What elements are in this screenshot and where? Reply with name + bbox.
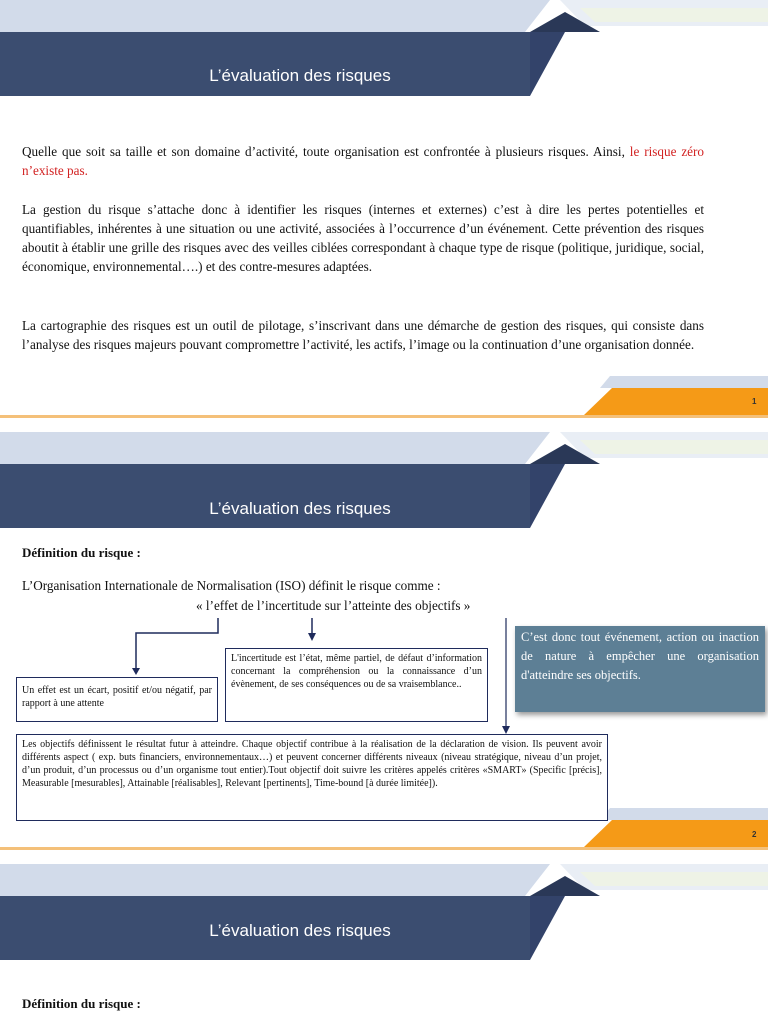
slide-3 xyxy=(0,864,768,1024)
slide-1-title: L’évaluation des risques xyxy=(209,66,391,85)
iso-definition-line: L’Organisation Internationale de Normalisation (ISO) définit le risque comme : xyxy=(22,578,441,593)
iso-quote: « l’effet de l’incertitude sur l’atteinte des objectifs » xyxy=(196,598,471,613)
slide-3-title: L’évaluation des risques xyxy=(209,921,391,940)
slide-2-heading: Définition du risque : xyxy=(22,545,141,560)
box-objectifs: Les objectifs définissent le résultat futur à atteindre. Chaque objectif contribue à la réalisation de la déclaration de vision. Ils peuvent avoir différents aspect ( exp. buts financiers, environnementaux…) et peuvent concerner différents niveaux (niveau stratégique, niveau d’un projet, d’un produit, d’un processus ou d’un organisme tout entier).Tout objectif doit suivre les critères appelés critères «SMART» (Specific [précis], Measurable [mesurables], Attainable [réalisables], Relevant [pertinents], Time-bound [à durée limitée]). xyxy=(16,734,608,821)
paragraph-risque-zero: Quelle que soit sa taille et son domaine d’activité, toute organisation est confrontée à plusieurs risques. Ainsi, le risque zéro n’existe pas. xyxy=(22,144,705,178)
paragraph-gestion-risque: La gestion du risque s’attache donc à identifier les risques (internes et externes) c’est à dire les pertes potentielles et quantifiables, inhérentes à une situation ou une activité, associées à l’occurrence d’un événement. Cette prévention des risques aboutit à établir une grille des risques avec des veilles ciblées correspondant à chaque type de risque (politique, juridique, social, économique, environnemental….) et des contre-mesures adaptées. xyxy=(22,202,704,274)
callout-definition: C’est donc tout événement, action ou inaction de nature à empêcher une organisation d'atteindre ses objectifs. xyxy=(515,626,765,712)
box-effet: Un effet est un écart, positif et/ou négatif, par rapport à une attente xyxy=(16,677,218,722)
slide-3-heading: Définition du risque : xyxy=(22,996,141,1011)
highlight-risque-zero: le risque zéro n’existe pas. xyxy=(22,144,705,178)
page-number-1: 1 xyxy=(752,397,757,406)
page-number-2: 2 xyxy=(752,830,757,839)
slide-2-title: L’évaluation des risques xyxy=(209,499,391,518)
paragraph-cartographie: La cartographie des risques est un outil de pilotage, s’inscrivant dans une démarche de gestion des risques, qui consiste dans l’analyse des risques majeurs pouvant compromettre l’activité, les actifs, l’image ou la continuation d’une organisation donnée. xyxy=(22,318,704,352)
box-incertitude: L'incertitude est l’état, même partiel, de défaut d’information concernant la compréhension ou la connaissance d’un évènement, de ses conséquences ou de sa vraisemblance.. xyxy=(225,648,488,722)
